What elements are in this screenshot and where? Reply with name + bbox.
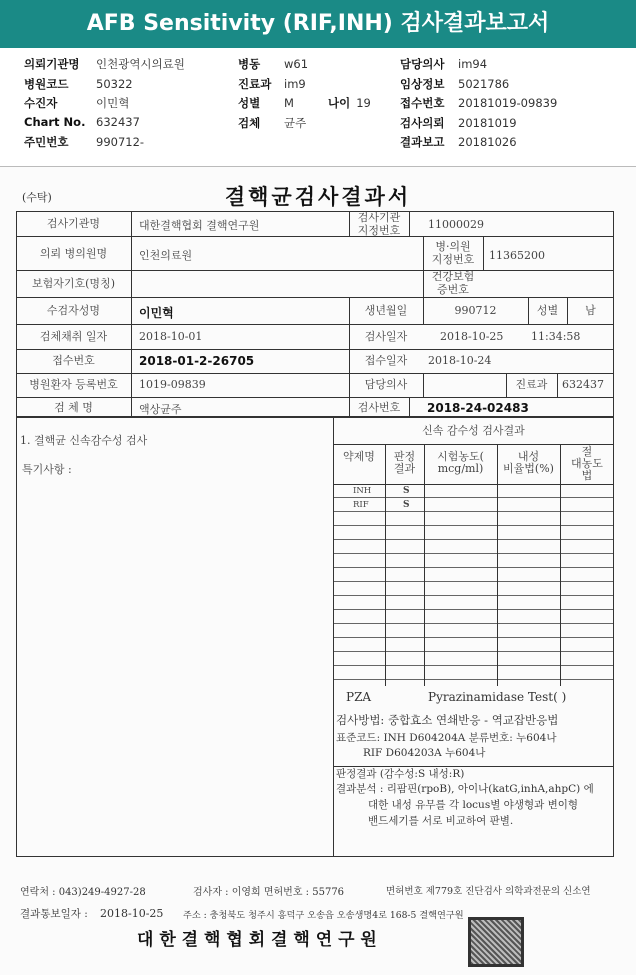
header-field bbox=[24, 95, 129, 111]
value-inst: 대한결핵협회 결핵연구원 bbox=[139, 219, 260, 232]
header-field-value: 균주 bbox=[284, 116, 307, 130]
drug-name: INH bbox=[353, 486, 372, 496]
header-field-label: 성별 bbox=[238, 96, 261, 110]
header-field-label: 병원코드 bbox=[24, 77, 69, 91]
organization-name: 대 한 결 핵 협 회 결 핵 연 구 원 bbox=[137, 930, 377, 950]
result-grid-line bbox=[333, 539, 614, 540]
header-field bbox=[24, 134, 144, 150]
header-field-value: 632437 bbox=[96, 115, 140, 129]
analysis-2: 대한 내성 유무를 각 locus별 야생형과 변이형 bbox=[368, 799, 579, 811]
value-collect-date: 2018-10-01 bbox=[139, 330, 203, 343]
result-title: 신속 감수성 검사결과 bbox=[422, 424, 525, 437]
header-field-value: 20181026 bbox=[458, 135, 517, 149]
test-item: 1. 결핵균 신속감수성 검사 bbox=[20, 434, 148, 447]
header-field-label: 주민번호 bbox=[24, 135, 69, 149]
value-inst-no: 11000029 bbox=[428, 218, 484, 231]
value-dept: 632437 bbox=[562, 378, 604, 391]
drug-result: S bbox=[403, 500, 410, 510]
header-field bbox=[400, 76, 509, 92]
header-field bbox=[400, 134, 517, 150]
header-field bbox=[24, 56, 185, 72]
header-field bbox=[400, 95, 557, 111]
value-accession-date: 2018-10-24 bbox=[428, 354, 492, 367]
result-legend: 판정결과 (감수성:S 내성:R) bbox=[336, 768, 465, 780]
header-field-value: 990712- bbox=[96, 135, 145, 149]
header-field-label: 임상정보 bbox=[400, 77, 445, 91]
footer-tester: 검사자 : 이영희 면허번호 : 55776 bbox=[193, 887, 345, 898]
header-field-label: 결과보고 bbox=[400, 135, 445, 149]
label-accession-date: 접수일자 bbox=[364, 354, 408, 367]
header-field-label: 검사의뢰 bbox=[400, 116, 445, 130]
header-field-value: im94 bbox=[458, 57, 488, 71]
result-grid-line bbox=[333, 623, 614, 624]
result-grid-line bbox=[333, 567, 614, 568]
header-field-value: im9 bbox=[284, 77, 306, 91]
value-sex: 남 bbox=[585, 304, 596, 317]
drug-result: S bbox=[403, 486, 410, 496]
grid-line bbox=[16, 236, 614, 237]
header-field bbox=[24, 76, 133, 92]
result-grid-line bbox=[333, 497, 614, 498]
result-header: 약제명 bbox=[343, 450, 375, 463]
header-field bbox=[400, 56, 487, 72]
grid-line bbox=[16, 297, 614, 298]
doc-title: 결핵균검사결과서 bbox=[224, 184, 412, 209]
value-reg-no: 1019-09839 bbox=[139, 378, 206, 391]
header-field-value: w61 bbox=[284, 57, 309, 71]
footer-tel: 연락처 : 043)249-4927-28 bbox=[20, 887, 146, 898]
label-test-date: 검사일자 bbox=[364, 330, 408, 343]
label-patient: 수검자성명 bbox=[46, 304, 101, 317]
label-insurer: 보험자기호(명칭) bbox=[32, 277, 115, 290]
value-test-time: 11:34:58 bbox=[531, 330, 581, 343]
value-hosp: 인천의료원 bbox=[139, 249, 193, 262]
value-test-no: 2018-24-02483 bbox=[427, 401, 529, 415]
header-field bbox=[238, 56, 308, 72]
age-label: 나이 bbox=[328, 96, 351, 110]
label-birth: 생년월일 bbox=[364, 304, 408, 317]
result-grid-line bbox=[497, 445, 498, 686]
pza-label: PZA bbox=[346, 690, 372, 704]
footer-address: 주소 : 충청북도 청주시 흥덕구 오송읍 오송생명4로 168-5 결핵연구원 bbox=[183, 910, 464, 921]
grid-line bbox=[483, 236, 484, 270]
label-specimen: 검 체 명 bbox=[54, 401, 93, 414]
value-hosp-no: 11365200 bbox=[489, 249, 545, 262]
label-health-no: 건강보험 증번호 bbox=[431, 270, 475, 296]
notify-date: 2018-10-25 bbox=[100, 907, 164, 920]
result-grid-line bbox=[333, 581, 614, 582]
label-hosp: 의뢰 병의원명 bbox=[39, 247, 108, 260]
result-header: 내성 비율법(%) bbox=[503, 450, 554, 475]
result-grid-line bbox=[333, 511, 614, 512]
header-field-value: 인천광역시의료원 bbox=[96, 57, 185, 71]
label-accession-no: 접수번호 bbox=[52, 354, 95, 367]
age-field bbox=[328, 95, 371, 111]
header-field-value: 20181019-09839 bbox=[458, 96, 558, 110]
value-specimen: 액상균주 bbox=[139, 403, 182, 416]
result-grid-line bbox=[333, 651, 614, 652]
pza-test: Pyrazinamidase Test( ) bbox=[428, 690, 567, 704]
result-grid-line bbox=[333, 553, 614, 554]
result-grid-line bbox=[333, 525, 614, 526]
label-sex: 성별 bbox=[536, 304, 559, 317]
header-field-label: 검체 bbox=[238, 116, 261, 130]
grid-line bbox=[557, 373, 558, 397]
header-field-label: 병동 bbox=[238, 57, 261, 71]
grid-line bbox=[16, 324, 614, 325]
value-test-date: 2018-10-25 bbox=[440, 330, 504, 343]
header-field-value: 20181019 bbox=[458, 116, 517, 130]
grid-line bbox=[16, 349, 614, 350]
official-seal bbox=[468, 917, 524, 967]
header-field-label: 진료과 bbox=[238, 77, 272, 91]
label-doctor: 담당의사 bbox=[364, 378, 408, 391]
grid-line bbox=[423, 373, 424, 397]
grid-line bbox=[409, 397, 410, 417]
drug-name: RIF bbox=[353, 500, 369, 510]
header-field-value: 5021786 bbox=[458, 77, 510, 91]
label-hosp-no: 병·의원 지정번호 bbox=[431, 240, 475, 266]
grid-line bbox=[16, 270, 614, 271]
result-grid-line bbox=[333, 484, 614, 485]
value-birth: 990712 bbox=[454, 304, 497, 317]
header-field bbox=[238, 76, 306, 92]
standard-code-1: 표준코드: INH D604204A 분류번호: 누604나 bbox=[336, 732, 557, 744]
header-field-label: 의뢰기관명 bbox=[24, 57, 80, 71]
result-grid-line bbox=[333, 595, 614, 596]
report-title: AFB Sensitivity (RIF,INH) 검사결과보고서 bbox=[0, 0, 636, 48]
header-field bbox=[238, 115, 306, 131]
analysis-1: 결과분석 : 리팜핀(rpoB), 아이나(katG,inhA,ahpC) 에 bbox=[336, 783, 594, 795]
age-value: 19 bbox=[356, 96, 371, 110]
grid-line bbox=[16, 373, 614, 374]
header-field-label: 수진자 bbox=[24, 96, 58, 110]
result-grid-line bbox=[385, 445, 386, 686]
result-header: 시험농도( mcg/ml) bbox=[437, 450, 484, 475]
grid-line bbox=[409, 211, 410, 236]
method-text: 검사방법: 중합효소 연쇄반응 - 역교잡반응법 bbox=[336, 713, 559, 727]
analysis-3: 밴드세기를 서로 비교하여 판별. bbox=[368, 815, 514, 827]
header-field-value: 50322 bbox=[96, 77, 133, 91]
label-inst-no: 검사기관 지정번호 bbox=[357, 211, 401, 237]
value-accession-no: 2018-01-2-26705 bbox=[139, 354, 255, 368]
doc-tag: (수탁) bbox=[22, 191, 52, 204]
footer-license: 면허번호 제779호 진단검사 의학과전문의 신소연 bbox=[386, 886, 591, 897]
header-field-label: 담당의사 bbox=[400, 57, 445, 71]
label-dept: 진료과 bbox=[515, 378, 548, 391]
notify-label: 결과통보일자 : bbox=[20, 908, 88, 920]
result-header: 판정 결과 bbox=[393, 450, 416, 475]
result-grid-line bbox=[333, 637, 614, 638]
label-test-no: 검사번호 bbox=[357, 401, 401, 414]
result-grid-line bbox=[333, 609, 614, 610]
result-header: 절 대농도 법 bbox=[571, 445, 603, 482]
header-field bbox=[238, 95, 294, 111]
value-patient: 이민혁 bbox=[139, 306, 174, 320]
label-collect-date: 검체채취 일자 bbox=[39, 330, 108, 343]
header-field bbox=[400, 115, 517, 131]
grid-line bbox=[131, 211, 132, 417]
header-field-label: 접수번호 bbox=[400, 96, 445, 110]
label-reg-no: 병원환자 등록번호 bbox=[29, 378, 118, 391]
label-inst: 검사기관명 bbox=[46, 217, 101, 230]
header-field-value: M bbox=[284, 96, 294, 110]
standard-code-2: RIF D604203A 누604나 bbox=[363, 747, 486, 759]
header-field bbox=[24, 115, 140, 129]
result-grid-line bbox=[424, 445, 425, 686]
result-grid-line bbox=[333, 665, 614, 666]
notes-label: 특기사항 : bbox=[22, 463, 72, 476]
result-grid-line bbox=[333, 679, 614, 680]
grid-line bbox=[16, 397, 614, 398]
header-field-label: Chart No. bbox=[24, 115, 86, 129]
header-field-value: 이민혁 bbox=[96, 96, 130, 110]
